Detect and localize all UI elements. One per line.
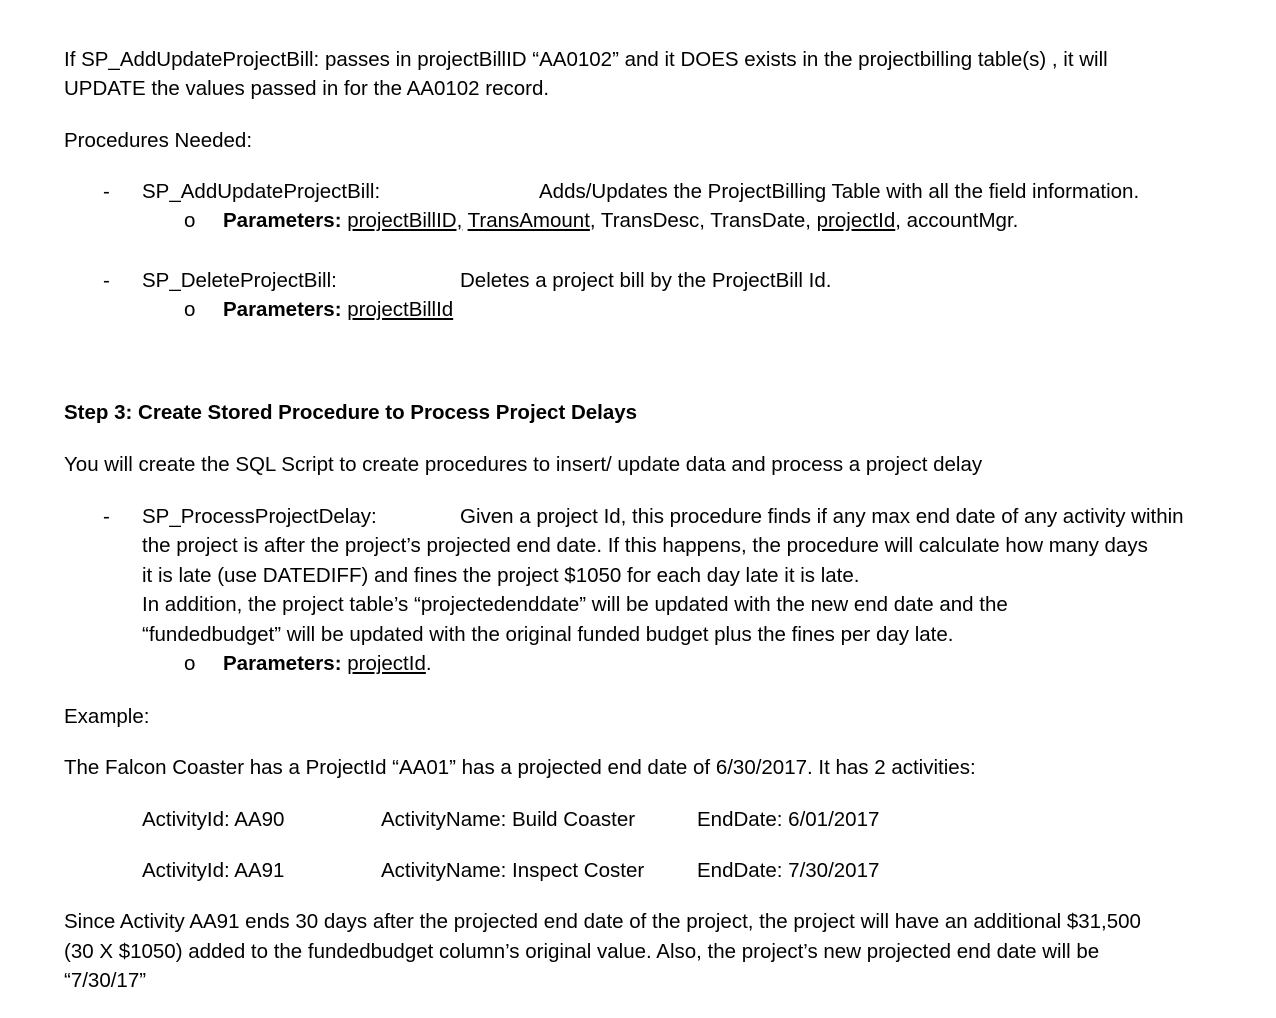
param-plain-list: , TransDesc, TransDate,: [589, 209, 817, 232]
parameters-add-update: [223, 206, 1018, 236]
example-heading: Example:: [64, 705, 150, 728]
activity-end-date: EndDate: 6/01/2017: [697, 808, 880, 831]
process-delay-desc-line-1: Given a project Id, this procedure finds if any max end date of any activity within: [460, 505, 1184, 528]
example-conclusion-line-3: “7/30/17”: [64, 969, 147, 992]
sub-bullet: o: [184, 209, 196, 232]
procedure-description-delete: Deletes a project bill by the ProjectBill Id.: [460, 269, 832, 292]
procedure-name-delete: SP_DeleteProjectBill:: [142, 269, 337, 292]
param-projectid: projectId: [816, 209, 896, 232]
param-accountmgr: , accountMgr.: [895, 209, 1019, 232]
parameters-label: Parameters:: [223, 652, 342, 675]
sub-bullet: o: [184, 652, 196, 675]
procedure-name-add-update: SP_AddUpdateProjectBill:: [142, 180, 381, 203]
param-projectbillid: projectBillId: [347, 298, 454, 321]
procedure-name-process-delay: SP_ProcessProjectDelay:: [142, 505, 377, 528]
param-suffix: .: [425, 652, 432, 675]
example-intro: The Falcon Coaster has a ProjectId “AA01” has a projected end date of 6/30/2017. It has 2 activities:: [64, 756, 976, 779]
procedure-description-add-update: Adds/Updates the ProjectBilling Table with all the field information.: [539, 180, 1140, 203]
activity-id: ActivityId: AA91: [142, 859, 285, 882]
param-projectid: projectId: [347, 652, 426, 675]
process-delay-desc-line-4: In addition, the project table’s “projectedenddate” will be updated with the new end date and the: [142, 593, 1008, 616]
bullet-dash: -: [103, 505, 110, 528]
parameters-delete: [223, 295, 453, 325]
step3-intro: You will create the SQL Script to create procedures to insert/ update data and process a project delay: [64, 453, 983, 476]
parameters-label: Parameters:: [223, 298, 342, 321]
example-conclusion-line-2: (30 X $1050) added to the fundedbudget column’s original value. Also, the project’s new projected end date will be: [64, 940, 1100, 963]
procedures-heading: Procedures Needed:: [64, 129, 253, 152]
process-delay-desc-line-2: the project is after the project’s projected end date. If this happens, the procedure will calculate how many days: [142, 534, 1148, 557]
activity-name: ActivityName: Build Coaster: [381, 808, 636, 831]
example-conclusion-line-1: Since Activity AA91 ends 30 days after the projected end date of the project, the project will have an additional $31,500: [64, 910, 1141, 933]
parameters-label: Parameters:: [223, 209, 342, 232]
step3-heading: Step 3: Create Stored Procedure to Process Project Delays: [64, 401, 638, 424]
process-delay-desc-line-5: “fundedbudget” will be updated with the original funded budget plus the fines per day late.: [142, 623, 954, 646]
intro-line-1: If SP_AddUpdateProjectBill: passes in projectBillID “AA0102” and it DOES exists in the projectbilling table(s) , it will: [64, 48, 1108, 71]
intro-line-2: UPDATE the values passed in for the AA0102 record.: [64, 77, 550, 100]
sub-bullet: o: [184, 298, 196, 321]
activity-id: ActivityId: AA90: [142, 808, 285, 831]
parameters-process-delay: [223, 649, 432, 679]
process-delay-desc-line-3: it is late (use DATEDIFF) and fines the project $1050 for each day late it is late.: [142, 564, 860, 587]
bullet-dash: -: [103, 269, 110, 292]
parameter-list: [347, 209, 1018, 232]
param-transamount: TransAmount: [467, 209, 590, 232]
activity-end-date: EndDate: 7/30/2017: [697, 859, 880, 882]
activity-name: ActivityName: Inspect Coster: [381, 859, 645, 882]
bullet-dash: -: [103, 180, 110, 203]
param-projectbillid: projectBillID,: [347, 209, 463, 232]
